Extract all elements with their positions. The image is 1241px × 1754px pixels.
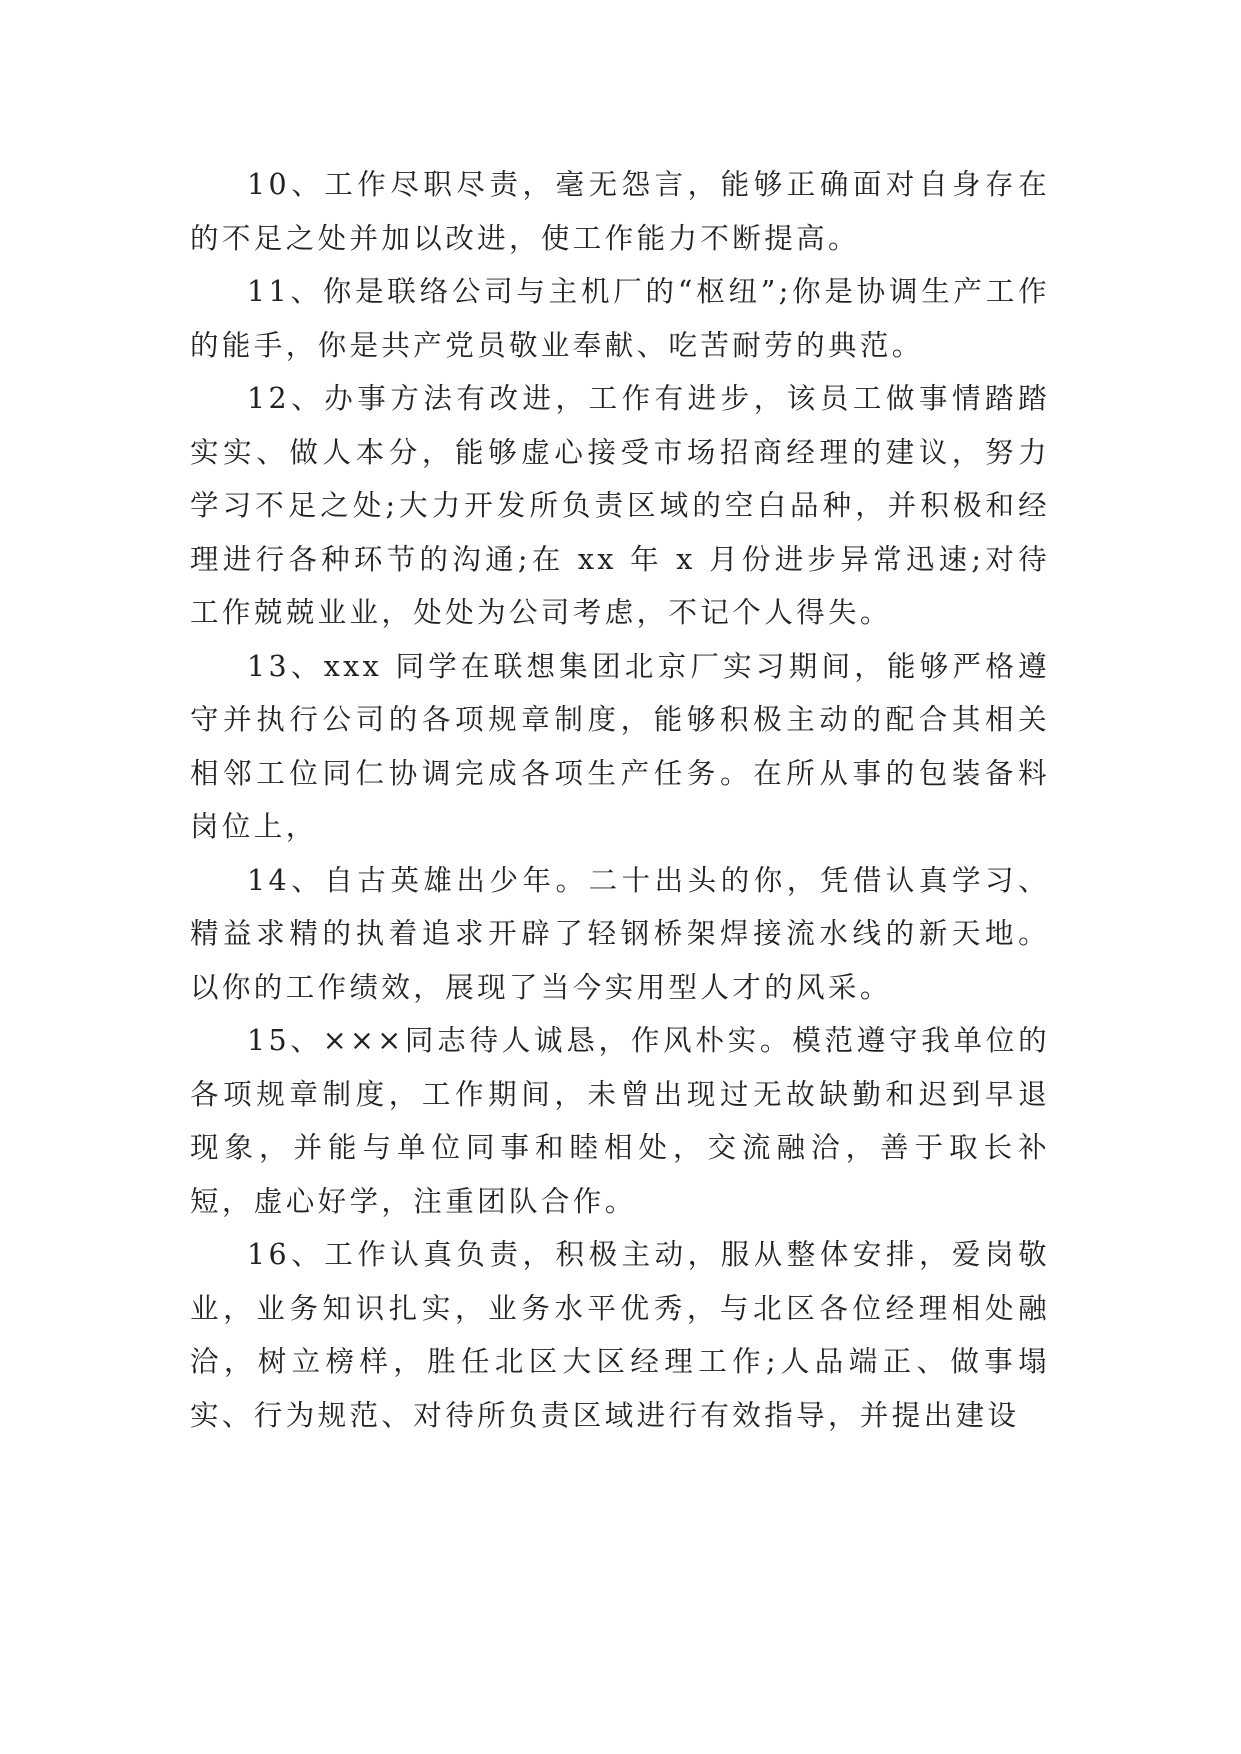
paragraph-14: 14、自古英雄出少年。二十出头的你，凭借认真学习、精益求精的执着追求开辟了轻钢桥架焊接流水线的新天地。以你的工作绩效，展现了当今实用型人才的风采。 xyxy=(190,863,1050,1004)
paragraph-12: 12、办事方法有改进，工作有进步，该员工做事情踏踏实实、做人本分，能够虚心接受市场招商经理的建议，努力学习不足之处;大力开发所负责区域的空白品种，并积极和经理进行各种环节的沟通;在 xx 年 x 月份进步异常迅速;对待工作兢兢业业，处处为公司考虑，不记个人得失。 xyxy=(190,382,1050,629)
document-body xyxy=(190,158,1050,1442)
paragraph-13: 13、xxx 同学在联想集团北京厂实习期间，能够严格遵守并执行公司的各项规章制度，能够积极主动的配合其相关相邻工位同仁协调完成各项生产任务。在所从事的包装备料岗位上， xyxy=(190,649,1050,843)
paragraph-11: 11、你是联络公司与主机厂的“枢纽”;你是协调生产工作的能手，你是共产党员敬业奉献、吃苦耐劳的典范。 xyxy=(190,275,1050,362)
paragraph-15: 15、×××同志待人诚恳，作风朴实。模范遵守我单位的各项规章制度，工作期间，未曾出现过无故缺勤和迟到早退现象，并能与单位同事和睦相处，交流融洽，善于取长补短，虚心好学，注重团队合作。 xyxy=(190,1024,1050,1218)
paragraph-10: 10、工作尽职尽责，毫无怨言，能够正确面对自身存在的不足之处并加以改进，使工作能力不断提高。 xyxy=(190,168,1050,255)
paragraph-16: 16、工作认真负责，积极主动，服从整体安排，爱岗敬业，业务知识扎实，业务水平优秀，与北区各位经理相处融洽，树立榜样，胜任北区大区经理工作;人品端正、做事塌实、行为规范、对待所负责区域进行有效指导，并提出建设 xyxy=(190,1238,1050,1432)
